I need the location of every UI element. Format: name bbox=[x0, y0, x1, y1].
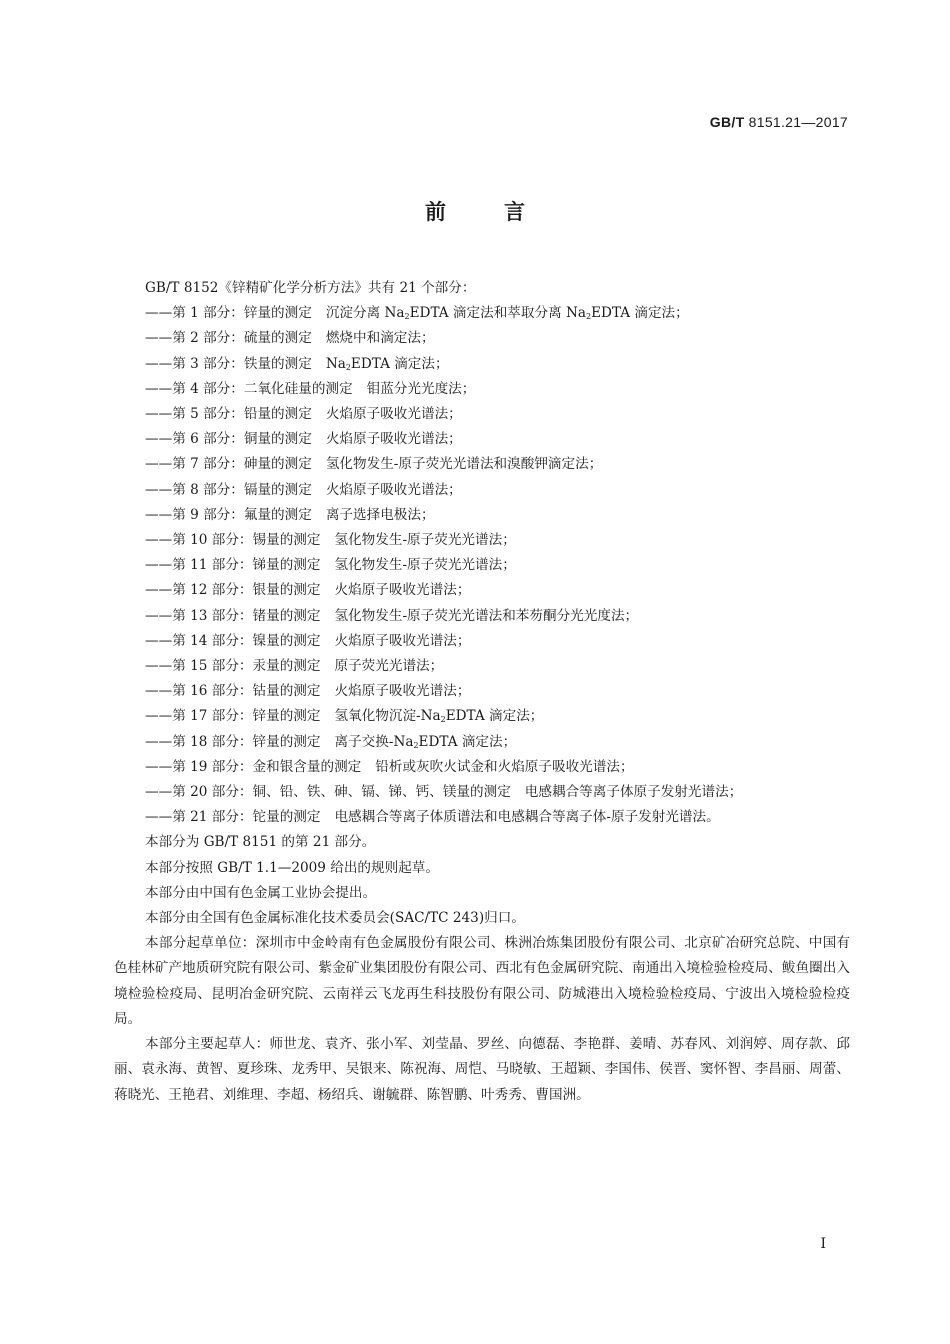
part-method: Na bbox=[325, 355, 346, 372]
part-method: 离子交换-Na bbox=[334, 733, 414, 750]
part-method: 沉淀分离 Na bbox=[325, 305, 405, 322]
part-method: 氢化物发生-原子荧光光谱法和溴酸钾滴定法； bbox=[325, 456, 603, 473]
part-method-rest: EDTA 滴定法； bbox=[418, 733, 517, 750]
subscript: 2 bbox=[413, 740, 419, 750]
part-item bbox=[114, 553, 850, 578]
part-item bbox=[114, 578, 850, 603]
statement-line: 本部分由中国有色金属工业协会提出。 bbox=[145, 884, 377, 901]
part-label: ——第 10 部分：锡量的测定 bbox=[145, 532, 321, 549]
part-label: ——第 9 部分：氟量的测定 bbox=[145, 506, 312, 523]
part-method-rest: EDTA 滴定法； bbox=[350, 355, 449, 372]
part-label: ——第 11 部分：锑量的测定 bbox=[145, 557, 321, 574]
part-item bbox=[114, 352, 850, 377]
subscript: 2 bbox=[404, 312, 410, 322]
part-item bbox=[114, 679, 850, 704]
standard-number bbox=[710, 114, 848, 130]
part-method: 离子选择电极法； bbox=[325, 506, 435, 523]
part-item bbox=[114, 654, 850, 679]
part-item bbox=[114, 377, 850, 402]
part-label: ——第 6 部分：铜量的测定 bbox=[145, 431, 312, 448]
statement-line: 本部分由全国有色金属标准化技术委员会(SAC/TC 243)归口。 bbox=[145, 910, 525, 927]
part-item bbox=[114, 503, 850, 528]
part-method: 电感耦合等离子体原子发射光谱法； bbox=[524, 784, 743, 801]
part-method-rest: EDTA 滴定法； bbox=[591, 305, 689, 322]
part-label: ——第 3 部分：铁量的测定 bbox=[145, 355, 312, 372]
part-method: 氢化物发生-原子荧光光谱法； bbox=[334, 557, 516, 574]
part-method: 电感耦合等离子体质谱法和电感耦合等离子体-原子发射光谱法。 bbox=[334, 809, 720, 826]
part-label: ——第 8 部分：镉量的测定 bbox=[145, 481, 312, 498]
part-method: 氢化物发生-原子荧光光谱法； bbox=[334, 532, 516, 549]
part-item bbox=[114, 478, 850, 503]
part-item bbox=[114, 326, 850, 351]
part-method: 火焰原子吸收光谱法； bbox=[334, 632, 471, 649]
statement-line: 本部分按照 GB/T 1.1—2009 给出的规则起草。 bbox=[145, 859, 439, 876]
part-label: ——第 5 部分：铅量的测定 bbox=[145, 406, 312, 423]
part-method-rest: EDTA 滴定法； bbox=[445, 708, 544, 725]
part-label: ——第 2 部分：硫量的测定 bbox=[145, 330, 312, 347]
page-title: 前言 bbox=[425, 200, 583, 224]
part-item bbox=[114, 730, 850, 755]
part-method: 钼蓝分光光度法； bbox=[366, 380, 476, 397]
foreword-body bbox=[114, 276, 850, 1108]
part-item bbox=[114, 780, 850, 805]
part-label: ——第 1 部分：锌量的测定 bbox=[145, 305, 312, 322]
part-item bbox=[114, 452, 850, 477]
part-item bbox=[114, 805, 850, 830]
part-method: 火焰原子吸收光谱法； bbox=[325, 481, 462, 498]
part-item bbox=[114, 528, 850, 553]
subscript: 2 bbox=[440, 715, 446, 725]
part-item bbox=[114, 301, 850, 326]
part-label: ——第 18 部分：锌量的测定 bbox=[145, 733, 321, 750]
part-method: 氢氧化物沉淀-Na bbox=[334, 708, 441, 725]
part-label: ——第 15 部分：汞量的测定 bbox=[145, 658, 321, 675]
intro-line: GB/T 8152《锌精矿化学分析方法》共有 21 个部分： bbox=[145, 280, 476, 296]
part-item bbox=[114, 427, 850, 452]
part-method: 火焰原子吸收光谱法； bbox=[325, 431, 462, 448]
drafting-units-paragraph: 本部分起草单位：深圳市中金岭南有色金属股份有限公司、株洲冶炼集团股份有限公司、北京矿冶研究总院、中国有色桂林矿产地质研究院有限公司、紫金矿业集团股份有限公司、西北有色金属研究院、南通出入境检验检疫局、鲅鱼圈出入境检验检疫局、昆明冶金研究院、云南祥云飞龙再生科技股份有限公司、防城港出入境检验检疫局、宁波出入境检验检疫局。 bbox=[114, 935, 850, 1027]
part-label: ——第 4 部分：二氧化硅量的测定 bbox=[145, 380, 353, 397]
part-method-rest: EDTA 滴定法和萃取分离 Na bbox=[409, 305, 586, 322]
part-method: 氢化物发生-原子荧光光谱法和苯芴酮分光光度法； bbox=[334, 607, 639, 624]
part-label: ——第 16 部分：钴量的测定 bbox=[145, 683, 321, 700]
statement-line: 本部分为 GB/T 8151 的第 21 部分。 bbox=[145, 834, 376, 851]
standard-prefix: GB/T bbox=[709, 114, 745, 130]
standard-code: 8151.21—2017 bbox=[748, 114, 848, 130]
part-label: ——第 20 部分：铜、铅、铁、砷、镉、锑、钙、镁量的测定 bbox=[145, 784, 511, 801]
part-item bbox=[114, 629, 850, 654]
part-method: 火焰原子吸收光谱法； bbox=[325, 406, 462, 423]
part-label: ——第 21 部分：铊量的测定 bbox=[145, 809, 321, 826]
part-item bbox=[114, 755, 850, 780]
part-item bbox=[114, 402, 850, 427]
subscript: 2 bbox=[345, 362, 351, 372]
part-method: 铅析或灰吹火试金和火焰原子吸收光谱法； bbox=[375, 758, 634, 775]
subscript: 2 bbox=[585, 312, 592, 322]
part-item bbox=[114, 604, 850, 629]
part-label: ——第 13 部分：锗量的测定 bbox=[145, 607, 321, 624]
part-label: ——第 12 部分：银量的测定 bbox=[145, 582, 321, 599]
part-label: ——第 19 部分：金和银含量的测定 bbox=[145, 758, 362, 775]
part-method: 原子荧光光谱法； bbox=[334, 658, 444, 675]
part-item bbox=[114, 704, 850, 729]
part-method: 火焰原子吸收光谱法； bbox=[334, 582, 471, 599]
part-label: ——第 14 部分：镍量的测定 bbox=[145, 632, 321, 649]
page-number: I bbox=[820, 1236, 826, 1252]
parts-list bbox=[114, 301, 850, 830]
part-label: ——第 7 部分：砷量的测定 bbox=[145, 456, 312, 473]
part-label: ——第 17 部分：锌量的测定 bbox=[145, 708, 321, 725]
part-method: 火焰原子吸收光谱法； bbox=[334, 683, 471, 700]
part-method: 燃烧中和滴定法； bbox=[325, 330, 435, 347]
drafters-paragraph: 本部分主要起草人：师世龙、袁齐、张小军、刘莹晶、罗丝、向德磊、李艳群、姜晴、苏春风、刘润婷、周存款、邱丽、袁永海、黄智、夏珍珠、龙秀甲、吴银来、陈祝海、周恺、马晓敏、王超颖、李国伟、侯晋、窦怀智、李昌丽、周蕾、蒋晓光、王艳君、刘维理、李超、杨绍兵、谢毓群、陈智鹏、叶秀秀、曹国洲。 bbox=[114, 1036, 850, 1103]
